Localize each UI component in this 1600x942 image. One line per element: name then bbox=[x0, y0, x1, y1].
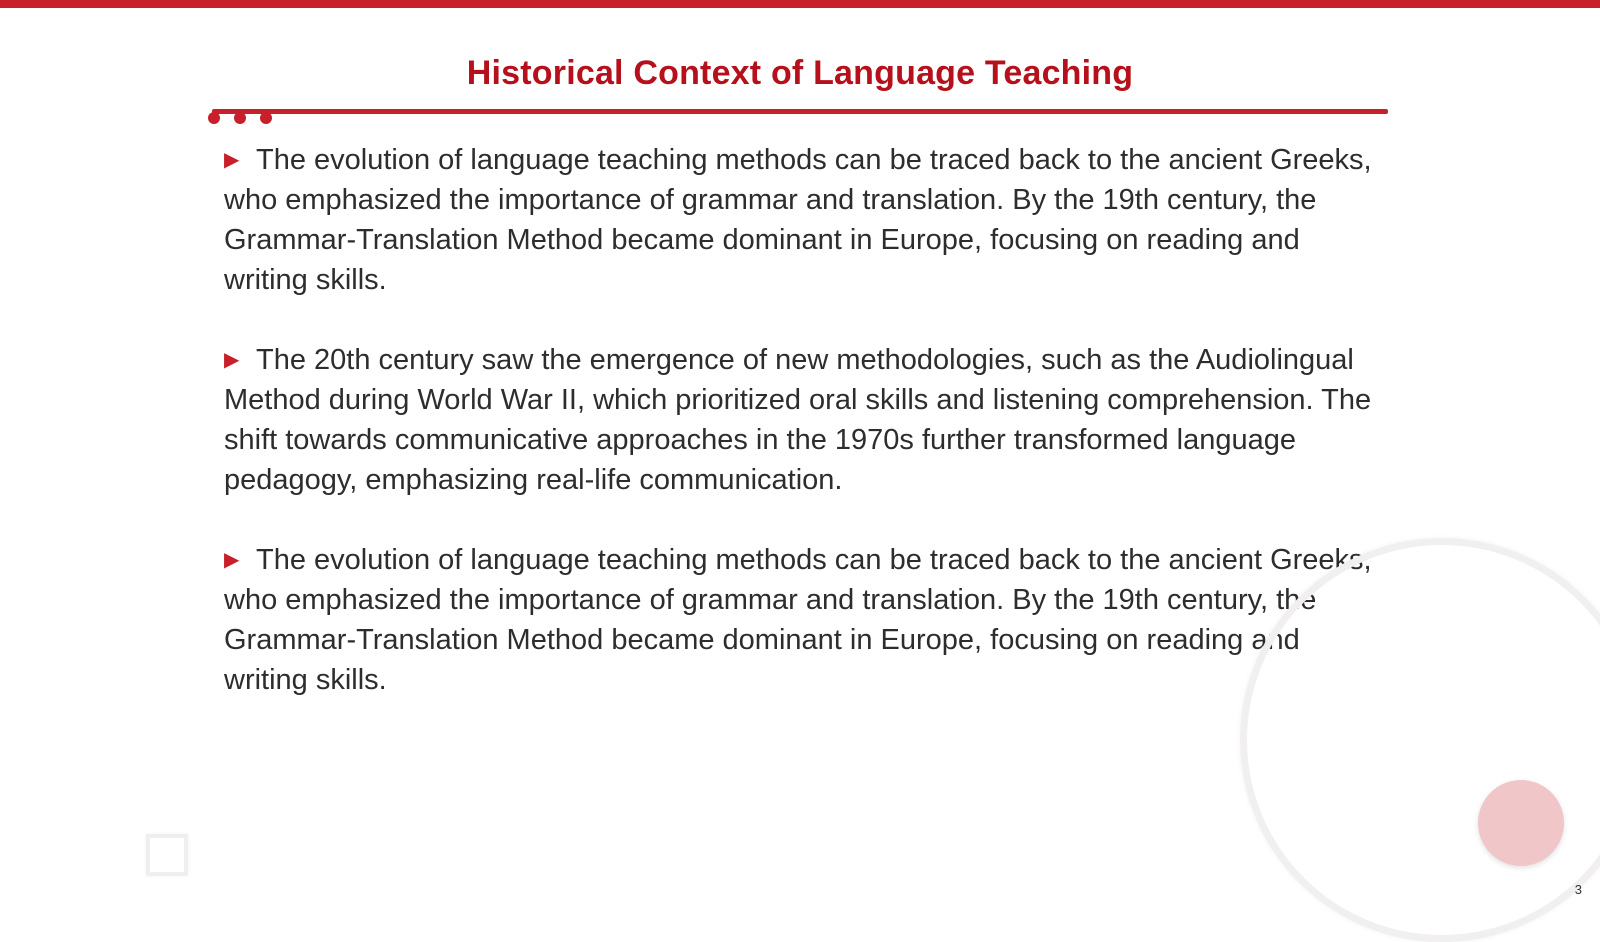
decorative-square bbox=[146, 834, 188, 876]
bullet-item bbox=[224, 540, 1384, 700]
bullet-item bbox=[224, 340, 1384, 500]
bullet-text: The 20th century saw the emergence of new methodologies, such as the Audiolingual Method during World War II, which prioritized oral skills and listening comprehension. The shift towards communicative approaches in the 1970s further transformed language pedagogy, emphasizing real-life communication. bbox=[224, 344, 1372, 496]
decorative-dot bbox=[234, 112, 246, 124]
triangle-bullet-icon: ▶ bbox=[224, 149, 240, 171]
title-underline bbox=[212, 109, 1388, 114]
page-number: 3 bbox=[1574, 882, 1582, 897]
triangle-bullet-icon: ▶ bbox=[224, 349, 240, 371]
decorative-dot bbox=[260, 112, 272, 124]
bullet-text: The evolution of language teaching methods can be traced back to the ancient Greeks, who emphasized the importance of grammar and translation. By the 19th century, the Grammar-Translation Method became dominant in Europe, focusing on reading and writing skills. bbox=[224, 544, 1372, 696]
triangle-bullet-icon: ▶ bbox=[224, 549, 240, 571]
bullet-item bbox=[224, 140, 1384, 300]
decorative-circle bbox=[1478, 780, 1564, 866]
slide-title: Historical Context of Language Teaching bbox=[466, 54, 1134, 92]
top-accent-bar bbox=[0, 0, 1600, 8]
decorative-dot bbox=[208, 112, 220, 124]
bullet-list bbox=[224, 140, 1384, 740]
bullet-text: The evolution of language teaching methods can be traced back to the ancient Greeks, who emphasized the importance of grammar and translation. By the 19th century, the Grammar-Translation Method became dominant in Europe, focusing on reading and writing skills. bbox=[224, 144, 1372, 296]
